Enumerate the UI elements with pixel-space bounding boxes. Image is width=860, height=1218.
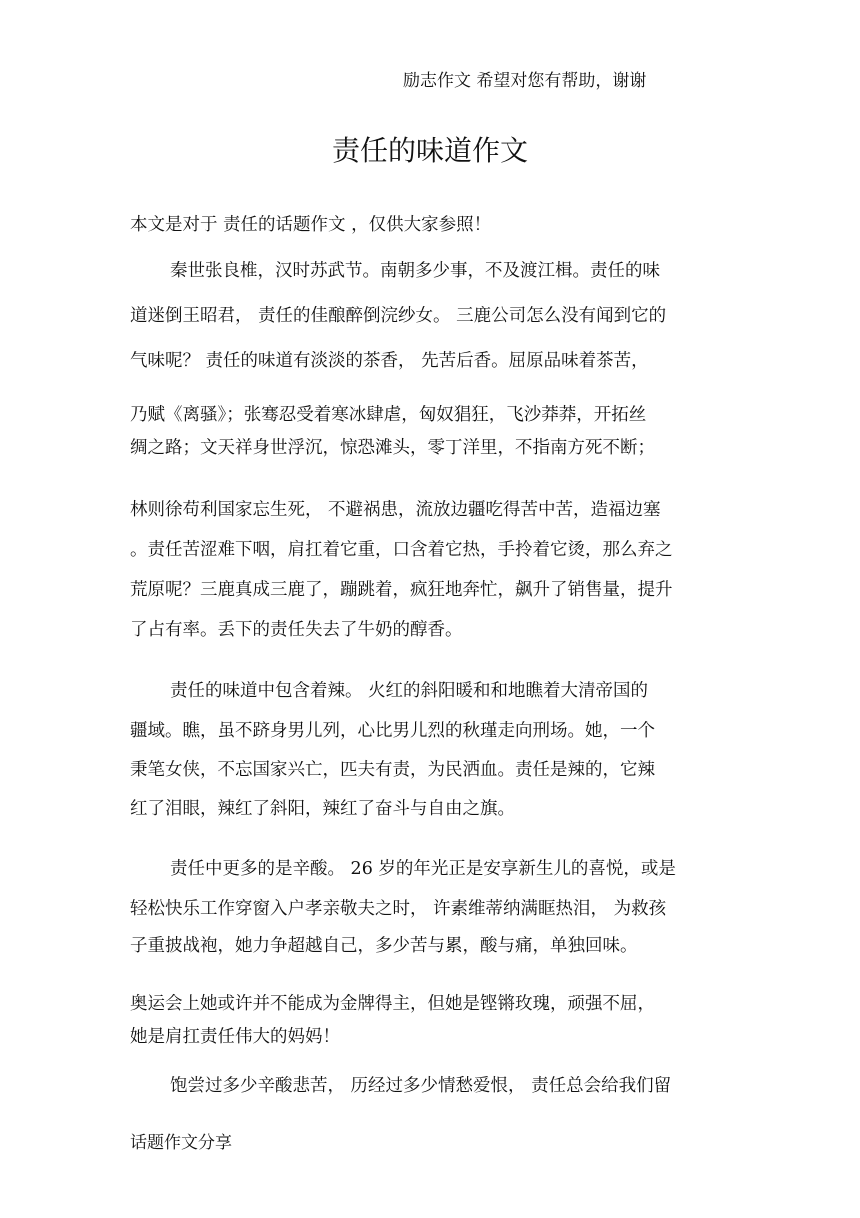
body-line: 秉笔女侠，不忘国家兴亡，匹夫有责，为民洒血。责任是辣的，它辣 <box>130 760 655 780</box>
body-line: 道迷倒王昭君， 责任的佳酿醉倒浣纱女。 三鹿公司怎么没有闻到它的 <box>130 306 667 326</box>
body-line: 绸之路；文天祥身世浮沉，惊恐滩头，零丁洋里，不指南方死不断； <box>130 438 655 458</box>
body-line: 乃赋《离骚》；张骞忍受着寒冰肆虐，匈奴猖狂，飞沙莽莽，开拓丝 <box>130 405 647 425</box>
body-line: 饱尝过多少辛酸悲苦， 历经过多少情愁爱恨， 责任总会给我们留 <box>170 1076 672 1096</box>
body-line: 林则徐苟利国家忘生死， 不避祸患，流放边疆吃得苦中苦，造福边塞 <box>130 500 661 520</box>
footer-label: 话题作文分享 <box>130 1133 232 1153</box>
body-line: 奥运会上她或许并不能成为金牌得主，但她是铿锵玫瑰，顽强不屈， <box>130 994 655 1014</box>
body-line: 轻松快乐工作穿窗入户孝亲敬夫之时， 许素维蒂纳满眶热泪， 为救孩 <box>130 899 667 919</box>
body-line: 疆域。瞧，虽不跻身男儿列，心比男儿烈的秋瑾走向刑场。她，一个 <box>130 721 655 741</box>
body-line: 。责任苦涩难下咽，肩扛着它重，口含着它热，手拎着它烫，那么弃之 <box>130 540 673 560</box>
body-line: 气味呢？ 责任的味道有淡淡的茶香， 先苦后香。屈原品味着茶苦， <box>130 351 649 371</box>
body-line: 荒原呢？三鹿真成三鹿了，蹦跳着，疯狂地奔忙，飙升了销售量，提升 <box>130 580 673 600</box>
body-line: 秦世张良椎，汉时苏武节。南朝多少事，不及渡江楫。责任的味 <box>170 261 660 281</box>
header-note: 励志作文 希望对您有帮助，谢谢 <box>403 71 647 91</box>
body-line: 红了泪眼，辣红了斜阳，辣红了奋斗与自由之旗。 <box>130 799 515 819</box>
body-line: 了占有率。丢下的责任失去了牛奶的醇香。 <box>130 620 463 640</box>
body-line: 子重披战袍，她力争超越自己，多少苦与累，酸与痛，单独回味。 <box>130 936 638 956</box>
body-line: 责任中更多的是辛酸。 26 岁的年光正是安享新生儿的喜悦，或是 <box>170 859 676 879</box>
body-line: 责任的味道中包含着辣。 火红的斜阳暖和和地瞧着大清帝国的 <box>170 681 649 701</box>
document-title: 责任的味道作文 <box>331 134 528 167</box>
intro-line: 本文是对于 责任的话题作文 ，仅供大家参照！ <box>130 215 492 235</box>
body-line: 她是肩扛责任伟大的妈妈！ <box>130 1027 340 1047</box>
